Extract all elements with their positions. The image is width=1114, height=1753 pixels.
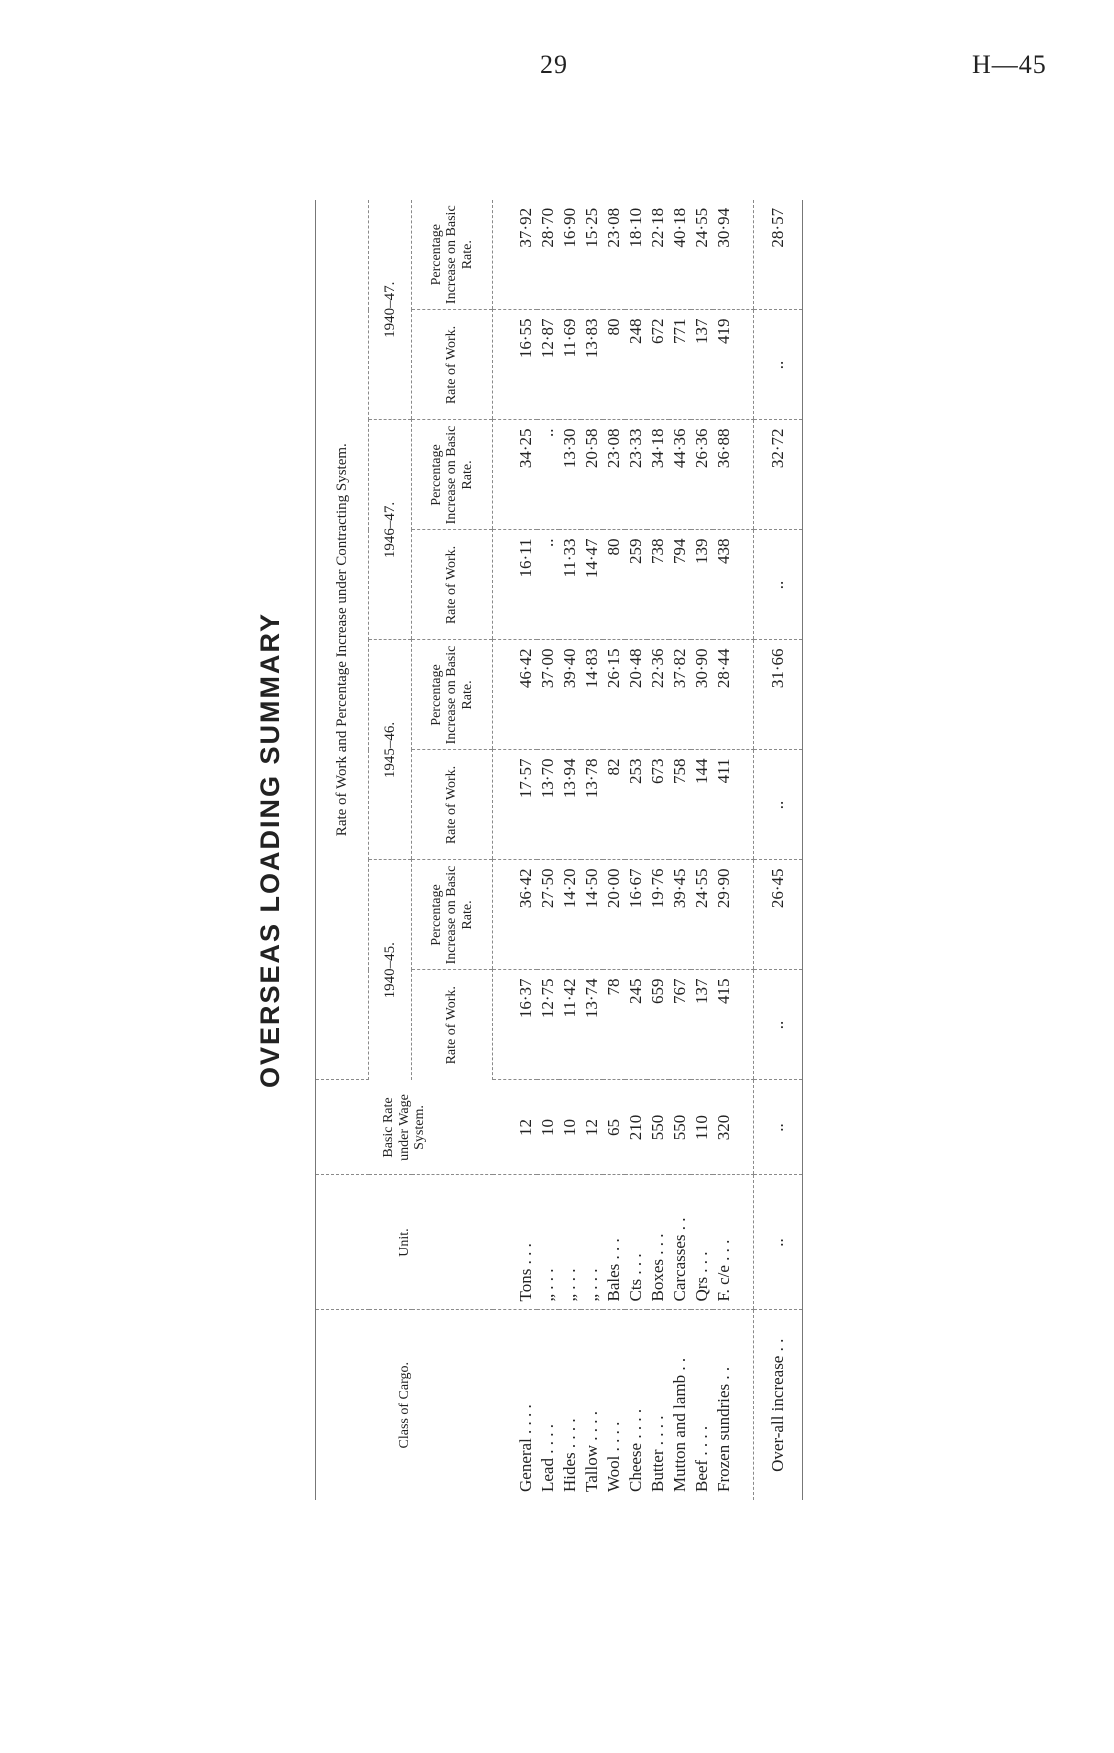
- rate-of-work-1945-46-cell: 144: [691, 750, 713, 860]
- percentage-increase-1945-46-cell: 14·83: [581, 640, 603, 750]
- table-row: [603, 200, 625, 1500]
- percentage-increase-1940-47-cell: 15·25: [581, 200, 603, 310]
- header-rate-of-work: Rate of Work.: [412, 530, 493, 640]
- header-contracting-system: Rate of Work and Percentage Increase under Contracting System.: [316, 200, 369, 1080]
- percentage-increase-1940-47-cell: 28·70: [537, 200, 559, 310]
- rate-of-work-1940-45-cell: 137: [691, 970, 713, 1080]
- rate-of-work-1946-47-cell: ..: [754, 530, 803, 640]
- unit-cell: „ . . .: [581, 1175, 603, 1310]
- rate-of-work-1940-47-cell: 248: [625, 310, 647, 420]
- percentage-increase-1940-45-cell: 39·45: [669, 860, 691, 970]
- class-of-cargo-cell: Mutton and lamb . .: [670, 1357, 689, 1492]
- header-percentage-increase: Percentage Increase on Basic Rate.: [412, 420, 493, 530]
- basic-rate-cell: 10: [559, 1080, 581, 1175]
- percentage-increase-1940-47-cell: 28·57: [754, 200, 803, 310]
- percentage-increase-1946-47-cell: 26·36: [691, 420, 713, 530]
- rate-of-work-1940-47-cell: 419: [713, 310, 754, 420]
- header-percentage-increase: Percentage Increase on Basic Rate.: [412, 200, 493, 310]
- percentage-increase-1940-45-cell: 14·50: [581, 860, 603, 970]
- unit-cell: Cts . . .: [625, 1175, 647, 1310]
- basic-rate-cell: 210: [625, 1080, 647, 1175]
- overseas-loading-summary-table: [315, 200, 803, 1500]
- percentage-increase-1946-47-cell: 23·33: [625, 420, 647, 530]
- percentage-increase-1940-47-cell: 30·94: [713, 200, 754, 310]
- unit-cell: Bales . . .: [603, 1175, 625, 1310]
- rate-of-work-1940-47-cell: ..: [754, 310, 803, 420]
- page-title: OVERSEAS LOADING SUMMARY: [255, 611, 285, 1089]
- percentage-increase-1945-46-cell: 37·00: [537, 640, 559, 750]
- rate-of-work-1945-46-cell: ..: [754, 750, 803, 860]
- basic-rate-cell: ..: [754, 1080, 803, 1175]
- class-of-cargo-cell: Cheese . . . .: [626, 1408, 645, 1492]
- rate-of-work-1945-46-cell: 13·70: [537, 750, 559, 860]
- class-of-cargo-cell: Butter . . . .: [648, 1415, 667, 1492]
- rate-of-work-1946-47-cell: 80: [603, 530, 625, 640]
- rate-of-work-1940-47-cell: 137: [691, 310, 713, 420]
- rate-of-work-1946-47-cell: 738: [647, 530, 669, 640]
- unit-cell: „ . . .: [537, 1175, 559, 1310]
- header-row-1: [316, 200, 369, 1500]
- header-rate-of-work: Rate of Work.: [412, 970, 493, 1080]
- header-year-1940-47: 1940–47.: [369, 200, 412, 420]
- header-percentage-increase: Percentage Increase on Basic Rate.: [412, 640, 493, 750]
- header-rate-of-work: Rate of Work.: [412, 750, 493, 860]
- rate-of-work-1940-45-cell: 245: [625, 970, 647, 1080]
- header-year-1940-45: 1940–45.: [369, 860, 412, 1080]
- percentage-increase-1940-47-cell: 24·55: [691, 200, 713, 310]
- class-of-cargo-cell: Frozen sundries . .: [714, 1366, 733, 1492]
- percentage-increase-1945-46-cell: 26·15: [603, 640, 625, 750]
- overall-increase-row: [754, 200, 803, 1500]
- rate-of-work-1946-47-cell: 438: [713, 530, 754, 640]
- rate-of-work-1946-47-cell: 11·33: [559, 530, 581, 640]
- table-row: [493, 200, 538, 1500]
- rate-of-work-1946-47-cell: 139: [691, 530, 713, 640]
- percentage-increase-1945-46-cell: 37·82: [669, 640, 691, 750]
- rate-of-work-1945-46-cell: 253: [625, 750, 647, 860]
- percentage-increase-1940-47-cell: 23·08: [603, 200, 625, 310]
- basic-rate-cell: 10: [537, 1080, 559, 1175]
- rate-of-work-1940-45-cell: 12·75: [537, 970, 559, 1080]
- percentage-increase-1945-46-cell: 31·66: [754, 640, 803, 750]
- percentage-increase-1945-46-cell: 22·36: [647, 640, 669, 750]
- class-of-cargo-cell: Lead . . . .: [538, 1424, 557, 1492]
- rate-of-work-1946-47-cell: 16·11: [493, 530, 538, 640]
- class-of-cargo-cell: General . . . .: [515, 1404, 535, 1492]
- percentage-increase-1940-45-cell: 29·90: [713, 860, 754, 970]
- rate-of-work-1945-46-cell: 673: [647, 750, 669, 860]
- basic-rate-cell: 550: [647, 1080, 669, 1175]
- unit-cell: Tons . . .: [493, 1175, 538, 1310]
- rate-of-work-1945-46-cell: 13·94: [559, 750, 581, 860]
- percentage-increase-1945-46-cell: 46·42: [493, 640, 538, 750]
- class-of-cargo-cell: Wool . . . .: [604, 1421, 623, 1492]
- rate-of-work-1946-47-cell: 794: [669, 530, 691, 640]
- rate-of-work-1946-47-cell: ..: [537, 530, 559, 640]
- rate-of-work-1945-46-cell: 758: [669, 750, 691, 860]
- rate-of-work-1940-47-cell: 13·83: [581, 310, 603, 420]
- percentage-increase-1946-47-cell: 34·18: [647, 420, 669, 530]
- basic-rate-cell: 12: [493, 1080, 538, 1175]
- basic-rate-cell: 110: [691, 1080, 713, 1175]
- percentage-increase-1946-47-cell: 23·08: [603, 420, 625, 530]
- header-year-1945-46: 1945–46.: [369, 640, 412, 860]
- unit-cell: „ . . .: [559, 1175, 581, 1310]
- rate-of-work-1940-45-cell: ..: [754, 970, 803, 1080]
- table-row: [647, 200, 669, 1500]
- page-number: 29: [540, 50, 568, 79]
- percentage-increase-1940-45-cell: 19·76: [647, 860, 669, 970]
- percentage-increase-1946-47-cell: 44·36: [669, 420, 691, 530]
- percentage-increase-1945-46-cell: 39·40: [559, 640, 581, 750]
- table-body: [493, 200, 803, 1500]
- percentage-increase-1946-47-cell: 36·88: [713, 420, 754, 530]
- percentage-increase-1945-46-cell: 28·44: [713, 640, 754, 750]
- percentage-increase-1945-46-cell: 20·48: [625, 640, 647, 750]
- header-rate-of-work: Rate of Work.: [412, 310, 493, 420]
- percentage-increase-1946-47-cell: 34·25: [493, 420, 538, 530]
- basic-rate-cell: 550: [669, 1080, 691, 1175]
- rate-of-work-1946-47-cell: 14·47: [581, 530, 603, 640]
- rate-of-work-1940-45-cell: 767: [669, 970, 691, 1080]
- rotated-table-region: [255, 200, 835, 1500]
- percentage-increase-1940-45-cell: 20·00: [603, 860, 625, 970]
- rate-of-work-1940-45-cell: 78: [603, 970, 625, 1080]
- unit-cell: F. c/e . . .: [713, 1175, 754, 1310]
- table-row: [537, 200, 559, 1500]
- rate-of-work-1940-45-cell: 11·42: [559, 970, 581, 1080]
- percentage-increase-1946-47-cell: 13·30: [559, 420, 581, 530]
- percentage-increase-1940-45-cell: 26·45: [754, 860, 803, 970]
- rate-of-work-1940-45-cell: 16·37: [493, 970, 538, 1080]
- rate-of-work-1940-47-cell: 12·87: [537, 310, 559, 420]
- rate-of-work-1940-45-cell: 659: [647, 970, 669, 1080]
- rate-of-work-1940-45-cell: 13·74: [581, 970, 603, 1080]
- unit-cell: Boxes . . .: [647, 1175, 669, 1310]
- percentage-increase-1946-47-cell: ..: [537, 420, 559, 530]
- percentage-increase-1940-45-cell: 27·50: [537, 860, 559, 970]
- table-row: [559, 200, 581, 1500]
- basic-rate-cell: 12: [581, 1080, 603, 1175]
- percentage-increase-1940-47-cell: 22·18: [647, 200, 669, 310]
- class-of-cargo-cell: Hides . . . .: [560, 1418, 579, 1492]
- percentage-increase-1946-47-cell: 32·72: [754, 420, 803, 530]
- rate-of-work-1945-46-cell: 13·78: [581, 750, 603, 860]
- unit-cell: Carcasses . .: [669, 1175, 691, 1310]
- rate-of-work-1940-45-cell: 415: [713, 970, 754, 1080]
- basic-rate-cell: 320: [713, 1080, 754, 1175]
- percentage-increase-1940-47-cell: 16·90: [559, 200, 581, 310]
- class-of-cargo-cell: Tallow . . . .: [582, 1411, 601, 1492]
- class-of-cargo-cell: Beef . . . .: [692, 1425, 711, 1492]
- rate-of-work-1945-46-cell: 411: [713, 750, 754, 860]
- percentage-increase-1940-45-cell: 24·55: [691, 860, 713, 970]
- percentage-increase-1946-47-cell: 20·58: [581, 420, 603, 530]
- basic-rate-cell: 65: [603, 1080, 625, 1175]
- header-basic-rate: Basic Rate under Wage System.: [316, 1080, 493, 1175]
- document-reference: H—45: [972, 50, 1047, 79]
- header-year-1946-47: 1946–47.: [369, 420, 412, 640]
- unit-cell: ..: [754, 1175, 803, 1310]
- header-unit: Unit.: [316, 1175, 493, 1310]
- rate-of-work-1946-47-cell: 259: [625, 530, 647, 640]
- rate-of-work-1940-47-cell: 16·55: [493, 310, 538, 420]
- table-row: [581, 200, 603, 1500]
- percentage-increase-1940-47-cell: 18·10: [625, 200, 647, 310]
- header-percentage-increase: Percentage Increase on Basic Rate.: [412, 860, 493, 970]
- unit-cell: Qrs . . .: [691, 1175, 713, 1310]
- rate-of-work-1945-46-cell: 17·57: [493, 750, 538, 860]
- percentage-increase-1940-47-cell: 37·92: [493, 200, 538, 310]
- rate-of-work-1940-47-cell: 80: [603, 310, 625, 420]
- percentage-increase-1940-45-cell: 36·42: [493, 860, 538, 970]
- table-row: [669, 200, 691, 1500]
- percentage-increase-1940-45-cell: 16·67: [625, 860, 647, 970]
- class-of-cargo-cell: Over-all increase . .: [754, 1310, 803, 1500]
- table-row: [625, 200, 647, 1500]
- percentage-increase-1940-47-cell: 40·18: [669, 200, 691, 310]
- table-row: [713, 200, 754, 1500]
- rate-of-work-1940-47-cell: 771: [669, 310, 691, 420]
- percentage-increase-1945-46-cell: 30·90: [691, 640, 713, 750]
- rate-of-work-1940-47-cell: 11·69: [559, 310, 581, 420]
- percentage-increase-1940-45-cell: 14·20: [559, 860, 581, 970]
- header-class-of-cargo: Class of Cargo.: [316, 1310, 493, 1500]
- rate-of-work-1945-46-cell: 82: [603, 750, 625, 860]
- table-row: [691, 200, 713, 1500]
- rate-of-work-1940-47-cell: 672: [647, 310, 669, 420]
